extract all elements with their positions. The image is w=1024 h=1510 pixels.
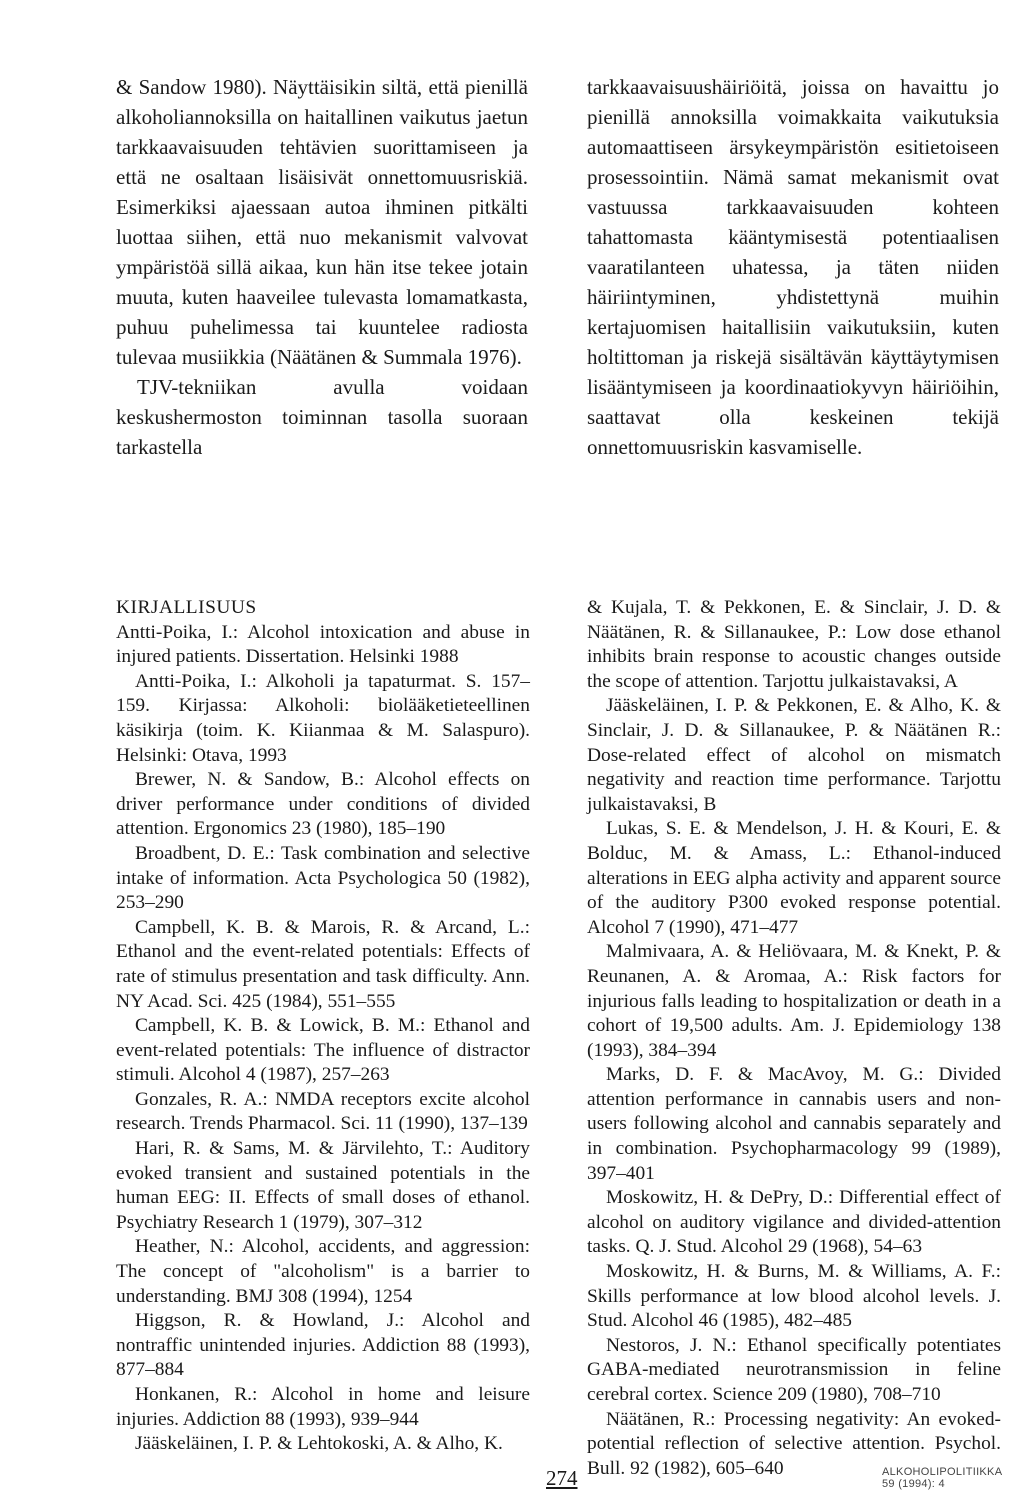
reference-entry: Brewer, N. & Sandow, B.: Alcohol effects on driver performance under conditions of divided attention. Ergonomics 23 (1980), 185–190	[116, 769, 530, 840]
body-text-right-column	[587, 72, 999, 462]
body-text-left-column	[116, 72, 528, 462]
journal-footer	[882, 1466, 1002, 1490]
references-left-column	[116, 596, 530, 1457]
reference-entry: Marks, D. F. & MacAvoy, M. G.: Divided attention performance in cannabis users and non-users following alcohol and cannabis separately and in combination. Psychopharmacology 99 (1989), 397–401	[587, 1064, 1001, 1184]
reference-entry: Malmivaara, A. & Heliövaara, M. & Knekt, P. & Reunanen, A. & Aromaa, A.: Risk factors for injurious falls leading to hospitalization or death in a cohort of 19,500 adults. Am. J. Epidemiology 138 (1993), 384–394	[587, 941, 1001, 1061]
reference-entry: Broadbent, D. E.: Task combination and selective intake of information. Acta Psychologica 50 (1982), 253–290	[116, 842, 530, 914]
body-paragraph: & Sandow 1980). Näyttäisikin siltä, että pienillä alkoholiannoksilla on haitallinen vaikutus jaetun tarkkaavaisuuden tehtävien suorittamiseen ja että ne osaltaan lisäisivät onnettomuusriskiä. Esimerkiksi ajaessaan autoa ihminen pitkälti luottaa siihen, että nuo mekanismit valvovat ympäristöä sillä aikaa, kun hän itse tekee jotain muuta, kuten haaveilee tulevasta lomamatkasta, puhuu puhelimessa tai kuuntelee radiosta tulevaa musiikkia (Näätänen & Summala 1976).	[116, 75, 528, 369]
reference-entry: Gonzales, R. A.: NMDA receptors excite alcohol research. Trends Pharmacol. Sci. 11 (1990), 137–139	[116, 1088, 530, 1135]
reference-entry: Jääskeläinen, I. P. & Lehtokoski, A. & Alho, K.	[135, 1433, 503, 1455]
reference-entry: Jääskeläinen, I. P. & Pekkonen, E. & Alho, K. & Sinclair, J. D. & Sillanaukee, P. & Näätänen R.: Dose-related effect of alcohol on mismatch negativity and reaction time performance. Tarjottu julkaistavaksi, B	[587, 695, 1001, 815]
reference-entry: Moskowitz, H. & Burns, M. & Williams, A. F.: Skills performance at low blood alcohol levels. J. Stud. Alcohol 46 (1985), 482–485	[587, 1261, 1001, 1332]
reference-entry: Campbell, K. B. & Marois, R. & Arcand, L.: Ethanol and the event-related potentials: Effects of rate of stimulus presentation and task difficulty. Ann. NY Acad. Sci. 425 (1984), 551–555	[116, 916, 530, 1012]
reference-entry: Higgson, R. & Howland, J.: Alcohol and nontraffic unintended injuries. Addiction 88 (1993), 877–884	[116, 1310, 530, 1381]
body-paragraph: tarkkaavaisuushäiriöitä, joissa on havaittu jo pienillä annoksilla voimakkaita vaikutuksia automaattiseen ärsykeympäristön esitietoiseen prosessointiin. Nämä samat mekanismit ovat vastuussa tarkkaavaisuuden kohteen tahattomasta kääntymisestä potentiaalisen vaaratilanteen uhatessa, ja täten niiden häiriintyminen, yhdistettynä muihin kertajuomisen haitallisiin vaikutuksiin, kuten holtittoman ja riskejä sisältävän käyttäytymisen lisääntymiseen ja koordinaatiokyvyn häiriöihin, saattavat olla keskeinen tekijä onnettomuusriskin kasvamiselle.	[587, 75, 999, 459]
references-heading: KIRJALLISUUS	[116, 597, 257, 618]
reference-entry: Campbell, K. B. & Lowick, B. M.: Ethanol and event-related potentials: The influence of distractor stimuli. Alcohol 4 (1987), 257–263	[116, 1015, 530, 1086]
journal-name: ALKOHOLIPOLITIIKKA	[882, 1466, 1003, 1478]
reference-entry: Lukas, S. E. & Mendelson, J. H. & Kouri, E. & Bolduc, M. & Amass, L.: Ethanol-induced alterations in EEG alpha activity and apparent source of the auditory P300 evoked response potential. Alcohol 7 (1990), 471–477	[587, 818, 1001, 938]
journal-issue: 59 (1994): 4	[882, 1478, 945, 1490]
page-number: 274	[546, 1466, 578, 1490]
reference-entry: Moskowitz, H. & DePry, D.: Differential effect of alcohol on auditory vigilance and divided-attention tasks. Q. J. Stud. Alcohol 29 (1968), 54–63	[587, 1187, 1001, 1258]
reference-entry: Näätänen, R.: Processing negativity: An evoked-potential reflection of selective attention. Psychol. Bull. 92 (1982), 605–640	[587, 1408, 1001, 1479]
references-right-column	[587, 596, 1001, 1481]
reference-entry: Nestoros, J. N.: Ethanol specifically potentiates GABA-mediated neurotransmission in feline cerebral cortex. Science 209 (1980), 708–710	[587, 1334, 1001, 1405]
reference-entry-continued: & Kujala, T. & Pekkonen, E. & Sinclair, J. D. & Näätänen, R. & Sillanaukee, P.: Low dose ethanol inhibits brain response to acoustic changes outside the scope of attention. Tarjottu julkaistavaksi, A	[587, 597, 1001, 692]
body-paragraph: TJV-tekniikan avulla voidaan keskushermoston toiminnan tasolla suoraan tarkastella	[116, 375, 528, 459]
reference-entry: Hari, R. & Sams, M. & Järvilehto, T.: Auditory evoked transient and sustained potentials in the human EEG: II. Effects of small doses of ethanol. Psychiatry Research 1 (1979), 307–312	[116, 1138, 530, 1233]
reference-entry: Antti-Poika, I.: Alkoholi ja tapaturmat. S. 157–159. Kirjassa: Alkoholi: biolääketieteellinen käsikirja (toim. K. Kiianmaa & M. Salaspuro). Helsinki: Otava, 1993	[116, 670, 530, 766]
reference-entry: Honkanen, R.: Alcohol in home and leisure injuries. Addiction 88 (1993), 939–944	[116, 1384, 530, 1430]
reference-entry: Heather, N.: Alcohol, accidents, and aggression: The concept of "alcoholism" is a barrier to understanding. BMJ 308 (1994), 1254	[116, 1236, 530, 1307]
reference-entry: Antti-Poika, I.: Alcohol intoxication and abuse in injured patients. Dissertation. Helsinki 1988	[116, 621, 530, 668]
